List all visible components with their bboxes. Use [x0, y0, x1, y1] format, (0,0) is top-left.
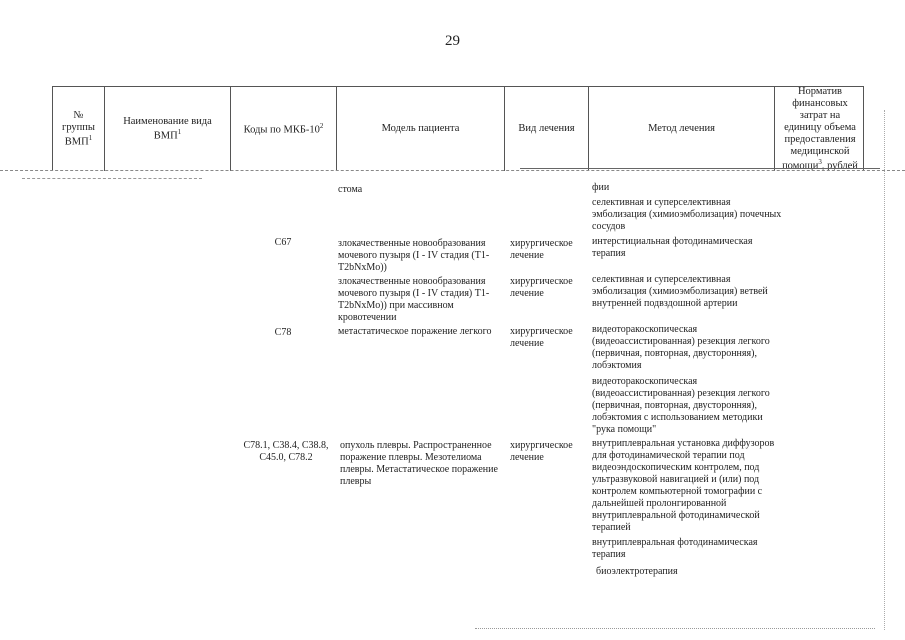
row-3-method-0: видеоторакоскопическая (видеоассистированная) резекция легкого (первичная, повторная, двусторонняя), лобэктомия [592, 324, 770, 371]
row-4-method-2: биоэлектротерапия [596, 566, 678, 577]
header-name-sup: 1 [177, 127, 182, 136]
header-norm-cell [775, 87, 865, 171]
header-bottom-line-solid [520, 168, 880, 169]
header-name-label: Наименование вида ВМП [123, 115, 212, 142]
header-group-label: № группы ВМП [62, 109, 95, 148]
header-norm-label: Норматив финансовых затрат на единицу объема предоставления медицинской помощи [782, 85, 856, 172]
header-norm-sup: 3 [818, 157, 822, 166]
bottom-edge-line [475, 628, 875, 629]
header-bottom-line [0, 170, 905, 171]
row-4-method-1: внутриплевральная фотодинамическая терапия [592, 537, 758, 560]
row-1-model: злокачественные новообразования мочевого пузыря (I - IV стадия (T1-T2bNxMo)) [338, 238, 490, 273]
row-1-method-0: интерстициальная фотодинамическая терапия [592, 236, 753, 259]
row-2-method-0: селективная и суперселективная эмболизация (химиоэмболизация) ветвей внутренней подвздошной артерии [592, 274, 768, 309]
row-4-code: C78.1, C38.4, C38.8, C45.0, C78.2 [243, 440, 329, 463]
row-3-type: хирургическое лечение [510, 326, 573, 349]
header-type-cell [505, 87, 589, 171]
row-0-model: стома [338, 184, 363, 195]
header-model-label: Модель пациента [381, 122, 460, 134]
header-norm-tail: , рублей [821, 160, 858, 172]
row-4-type: хирургическое лечение [510, 440, 573, 463]
page-number: 29 [445, 33, 460, 49]
row-0-method-0: фии [592, 182, 610, 193]
row-1-code: C67 [274, 237, 292, 248]
header-group-sup: 1 [88, 133, 93, 142]
header-model-cell [337, 87, 505, 171]
header-method-cell [589, 87, 775, 171]
row-1-type: хирургическое лечение [510, 238, 573, 261]
header-codes-label: Коды по МКБ-10 [243, 124, 320, 136]
header-name-cell [105, 87, 231, 171]
header-type-label: Вид лечения [518, 122, 575, 134]
row-4-model: опухоль плевры. Распространенное поражение плевры. Мезотелиома плевры. Метастатическое поражение плевры [340, 440, 498, 487]
header-method-label: Метод лечения [648, 122, 715, 134]
left-dash-line [22, 178, 202, 179]
header-group-cell [53, 87, 105, 171]
row-2-model: злокачественные новообразования мочевого пузыря (I - IV стадия) T1-T2bNxMo)) при массивном кровотечении [338, 276, 490, 323]
row-2-type: хирургическое лечение [510, 276, 573, 299]
header-codes-cell [231, 87, 337, 171]
table-header [52, 86, 864, 170]
row-4-method-0: внутриплевральная установка диффузоров для фотодинамической терапии под видеоэндоскопическим контролем, под ультразвуковой навигацией и (или) под контролем компьютерной томографии с дальнейшей пролонгированной внутриплевральной фотодинамической терапией [592, 438, 775, 533]
header-codes-sup: 2 [319, 121, 324, 130]
row-3-method-1: видеоторакоскопическая (видеоассистированная) резекция легкого (первичная, повторная, двусторонняя), лобэктомия с использованием методики "рука помощи" [592, 376, 770, 435]
right-edge-line [884, 110, 885, 630]
row-3-model: метастатическое поражение легкого [338, 326, 492, 337]
row-0-method-1: селективная и суперселективная эмболизация (химиоэмболизация) почечных сосудов [592, 197, 782, 232]
row-3-code: C78 [274, 327, 292, 338]
